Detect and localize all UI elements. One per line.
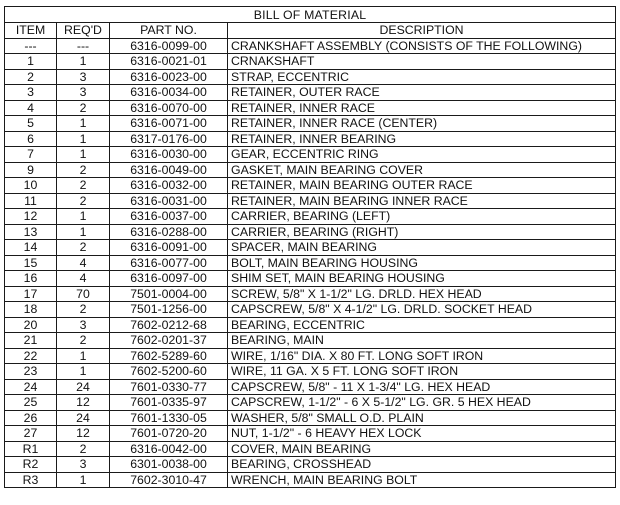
cell-reqd: 70 — [57, 286, 110, 302]
table-row — [5, 457, 616, 473]
table-row — [5, 286, 616, 302]
table-row — [5, 54, 616, 70]
cell-description: RETAINER, MAIN BEARING INNER RACE — [228, 193, 616, 209]
cell-item: 21 — [5, 333, 57, 349]
table-row — [5, 441, 616, 457]
header-description: DESCRIPTION — [228, 23, 616, 39]
cell-description: RETAINER, OUTER RACE — [228, 85, 616, 101]
table-row — [5, 38, 616, 54]
cell-reqd: 1 — [57, 348, 110, 364]
cell-reqd: 4 — [57, 255, 110, 271]
cell-part-no: 6317-0176-00 — [110, 131, 228, 147]
cell-item: R2 — [5, 457, 57, 473]
cell-item: 14 — [5, 240, 57, 256]
table-row — [5, 255, 616, 271]
cell-part-no: 6316-0091-00 — [110, 240, 228, 256]
table-title-row — [5, 7, 616, 23]
cell-item: 16 — [5, 271, 57, 287]
cell-description: RETAINER, INNER RACE — [228, 100, 616, 116]
cell-part-no: 6316-0034-00 — [110, 85, 228, 101]
table-row — [5, 100, 616, 116]
cell-description: SHIM SET, MAIN BEARING HOUSING — [228, 271, 616, 287]
cell-reqd: 2 — [57, 441, 110, 457]
cell-part-no: 7602-5289-60 — [110, 348, 228, 364]
cell-item: 2 — [5, 69, 57, 85]
cell-reqd: 1 — [57, 147, 110, 163]
cell-item: 9 — [5, 162, 57, 178]
cell-reqd: 3 — [57, 457, 110, 473]
cell-reqd: 1 — [57, 116, 110, 132]
table-row — [5, 395, 616, 411]
cell-reqd: 24 — [57, 379, 110, 395]
cell-item: 6 — [5, 131, 57, 147]
table-row — [5, 193, 616, 209]
cell-description: RETAINER, INNER RACE (CENTER) — [228, 116, 616, 132]
cell-part-no: 7501-1256-00 — [110, 302, 228, 318]
cell-reqd: 1 — [57, 131, 110, 147]
cell-part-no: 7601-0720-20 — [110, 426, 228, 442]
cell-part-no: 7501-0004-00 — [110, 286, 228, 302]
table-row — [5, 224, 616, 240]
cell-item: 25 — [5, 395, 57, 411]
cell-part-no: 7602-3010-47 — [110, 472, 228, 488]
cell-description: BEARING, MAIN — [228, 333, 616, 349]
table-row — [5, 271, 616, 287]
table-row — [5, 116, 616, 132]
cell-part-no: 6316-0049-00 — [110, 162, 228, 178]
cell-description: STRAP, ECCENTRIC — [228, 69, 616, 85]
cell-item: 1 — [5, 54, 57, 70]
cell-part-no: 7602-5200-60 — [110, 364, 228, 380]
cell-part-no: 6316-0042-00 — [110, 441, 228, 457]
cell-item: --- — [5, 38, 57, 54]
cell-reqd: 2 — [57, 240, 110, 256]
header-part-no: PART NO. — [110, 23, 228, 39]
cell-item: 22 — [5, 348, 57, 364]
cell-description: WIRE, 1/16" DIA. X 80 FT. LONG SOFT IRON — [228, 348, 616, 364]
table-row — [5, 85, 616, 101]
bill-of-material-table — [4, 6, 616, 488]
cell-reqd: 3 — [57, 85, 110, 101]
cell-item: R3 — [5, 472, 57, 488]
cell-description: SPACER, MAIN BEARING — [228, 240, 616, 256]
cell-part-no: 6316-0032-00 — [110, 178, 228, 194]
cell-reqd: 1 — [57, 54, 110, 70]
cell-item: 20 — [5, 317, 57, 333]
cell-item: 10 — [5, 178, 57, 194]
table-row — [5, 364, 616, 380]
cell-item: 27 — [5, 426, 57, 442]
cell-item: 15 — [5, 255, 57, 271]
table-body — [5, 38, 616, 488]
cell-part-no: 6316-0097-00 — [110, 271, 228, 287]
table-row — [5, 131, 616, 147]
cell-description: NUT, 1-1/2" - 6 HEAVY HEX LOCK — [228, 426, 616, 442]
table-row — [5, 333, 616, 349]
cell-reqd: 2 — [57, 178, 110, 194]
cell-reqd: 2 — [57, 100, 110, 116]
cell-part-no: 6316-0070-00 — [110, 100, 228, 116]
cell-description: CARRIER, BEARING (LEFT) — [228, 209, 616, 225]
cell-item: 13 — [5, 224, 57, 240]
cell-item: 18 — [5, 302, 57, 318]
cell-reqd: 24 — [57, 410, 110, 426]
cell-reqd: 3 — [57, 317, 110, 333]
cell-item: R1 — [5, 441, 57, 457]
cell-part-no: 6316-0023-00 — [110, 69, 228, 85]
cell-part-no: 7601-0330-77 — [110, 379, 228, 395]
cell-reqd: 2 — [57, 333, 110, 349]
cell-description: BOLT, MAIN BEARING HOUSING — [228, 255, 616, 271]
cell-description: CAPSCREW, 1-1/2" - 6 X 5-1/2" LG. GR. 5 HEX HEAD — [228, 395, 616, 411]
cell-part-no: 6316-0071-00 — [110, 116, 228, 132]
table-row — [5, 410, 616, 426]
cell-reqd: --- — [57, 38, 110, 54]
header-reqd: REQ'D — [57, 23, 110, 39]
cell-part-no: 6316-0288-00 — [110, 224, 228, 240]
cell-part-no: 6316-0031-00 — [110, 193, 228, 209]
cell-reqd: 4 — [57, 271, 110, 287]
table-row — [5, 69, 616, 85]
cell-part-no: 6316-0021-01 — [110, 54, 228, 70]
cell-item: 5 — [5, 116, 57, 132]
cell-description: RETAINER, MAIN BEARING OUTER RACE — [228, 178, 616, 194]
cell-description: BEARING, ECCENTRIC — [228, 317, 616, 333]
cell-description: CRANKSHAFT ASSEMBLY (CONSISTS OF THE FOLLOWING) — [228, 38, 616, 54]
cell-part-no: 7601-1330-05 — [110, 410, 228, 426]
cell-item: 11 — [5, 193, 57, 209]
cell-item: 4 — [5, 100, 57, 116]
cell-description: WIRE, 11 GA. X 5 FT. LONG SOFT IRON — [228, 364, 616, 380]
cell-item: 23 — [5, 364, 57, 380]
cell-description: COVER, MAIN BEARING — [228, 441, 616, 457]
cell-part-no: 7601-0335-97 — [110, 395, 228, 411]
table-title: BILL OF MATERIAL — [5, 7, 616, 23]
cell-reqd: 2 — [57, 162, 110, 178]
table-row — [5, 379, 616, 395]
cell-part-no: 6316-0077-00 — [110, 255, 228, 271]
table-row — [5, 240, 616, 256]
cell-description: SCREW, 5/8" X 1-1/2" LG. DRLD. HEX HEAD — [228, 286, 616, 302]
cell-description: GEAR, ECCENTRIC RING — [228, 147, 616, 163]
table-row — [5, 317, 616, 333]
cell-part-no: 7602-0201-37 — [110, 333, 228, 349]
cell-part-no: 6301-0038-00 — [110, 457, 228, 473]
table-row — [5, 426, 616, 442]
cell-reqd: 1 — [57, 224, 110, 240]
cell-description: RETAINER, INNER BEARING — [228, 131, 616, 147]
cell-description: CRNAKSHAFT — [228, 54, 616, 70]
table-header-row — [5, 23, 616, 39]
cell-reqd: 1 — [57, 472, 110, 488]
cell-description: CARRIER, BEARING (RIGHT) — [228, 224, 616, 240]
table-row — [5, 472, 616, 488]
table-row — [5, 348, 616, 364]
cell-reqd: 12 — [57, 426, 110, 442]
cell-part-no: 7602-0212-68 — [110, 317, 228, 333]
cell-reqd: 3 — [57, 69, 110, 85]
cell-item: 3 — [5, 85, 57, 101]
cell-part-no: 6316-0037-00 — [110, 209, 228, 225]
cell-description: WASHER, 5/8" SMALL O.D. PLAIN — [228, 410, 616, 426]
table-row — [5, 162, 616, 178]
cell-part-no: 6316-0099-00 — [110, 38, 228, 54]
cell-reqd: 1 — [57, 209, 110, 225]
cell-reqd: 2 — [57, 302, 110, 318]
cell-item: 24 — [5, 379, 57, 395]
table-row — [5, 178, 616, 194]
cell-item: 12 — [5, 209, 57, 225]
table-row — [5, 147, 616, 163]
cell-description: GASKET, MAIN BEARING COVER — [228, 162, 616, 178]
cell-description: BEARING, CROSSHEAD — [228, 457, 616, 473]
table-row — [5, 209, 616, 225]
header-item: ITEM — [5, 23, 57, 39]
cell-description: WRENCH, MAIN BEARING BOLT — [228, 472, 616, 488]
cell-reqd: 2 — [57, 193, 110, 209]
cell-part-no: 6316-0030-00 — [110, 147, 228, 163]
cell-reqd: 1 — [57, 364, 110, 380]
cell-description: CAPSCREW, 5/8" X 4-1/2" LG. DRLD. SOCKET HEAD — [228, 302, 616, 318]
cell-item: 26 — [5, 410, 57, 426]
cell-item: 17 — [5, 286, 57, 302]
cell-reqd: 12 — [57, 395, 110, 411]
cell-item: 7 — [5, 147, 57, 163]
table-row — [5, 302, 616, 318]
cell-description: CAPSCREW, 5/8" - 11 X 1-3/4" LG. HEX HEAD — [228, 379, 616, 395]
